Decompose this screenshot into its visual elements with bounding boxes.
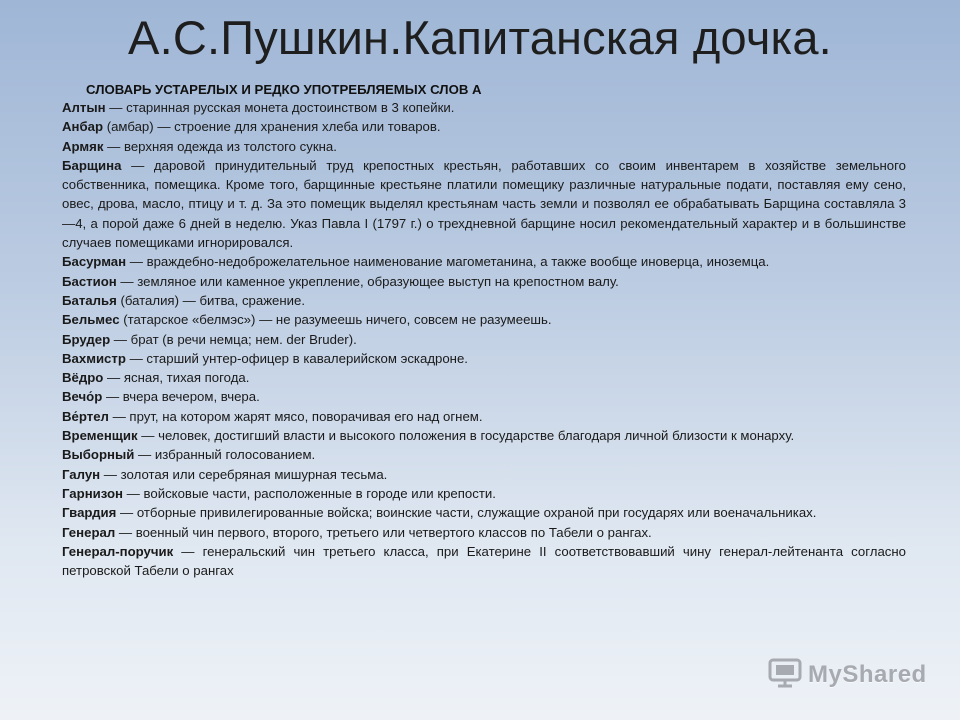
- glossary-entry-batalya: [62, 291, 906, 310]
- entry-term: Баталья: [62, 292, 117, 308]
- entry-term: Временщик: [62, 428, 138, 444]
- entry-definition: (амбар) — строение для хранения хлеба или товаров.: [103, 119, 441, 135]
- entry-term: Бельмес: [62, 312, 120, 328]
- entry-term: Ве́ртел: [62, 408, 109, 424]
- entry-term: Гвардия: [62, 505, 117, 521]
- myshared-logo: [768, 658, 927, 692]
- entry-definition: — генеральский чин третьего класса, при Екатерине II соответствовавший чину генерал-лейтенанта согласно петровской Табели о рангах: [62, 543, 906, 579]
- presentation-screen-icon: [768, 658, 802, 693]
- entry-definition: (татарское «белмэс») — не разумеешь ничего, совсем не разумеешь.: [119, 312, 552, 328]
- entry-definition: — ясная, тихая погода.: [103, 370, 250, 386]
- entry-term: Армяк: [62, 138, 104, 154]
- entry-definition: — отборные привилегированные войска; воинские части, служащие охраной при государях или военачальниках.: [116, 505, 817, 521]
- entry-definition: — военный чин первого, второго, третьего или четвертого классов по Табели о рангах.: [115, 524, 652, 540]
- entry-definition: — верхняя одежда из толстого сукна.: [103, 138, 337, 154]
- entry-definition: — прут, на котором жарят мясо, поворачивая его над огнем.: [108, 408, 483, 424]
- glossary-entry-bruder: [62, 330, 906, 349]
- entry-definition: — старший унтер-офицер в кавалерийском эскадроне.: [125, 350, 468, 366]
- entry-term: Брудер: [62, 331, 111, 347]
- glossary-entry-general: [62, 523, 906, 542]
- glossary-entry-vertel: [62, 407, 906, 426]
- glossary-entry-general-poruchik: [62, 542, 906, 581]
- entry-term: Басурман: [62, 254, 127, 270]
- entry-definition: — вчера вечером, вчера.: [102, 389, 260, 405]
- entry-term: Гарнизон: [62, 485, 124, 501]
- entry-definition: — избранный голосованием.: [134, 447, 316, 463]
- entry-definition: — даровой принудительный труд крепостных крестьян, работавших со своим инвентарем в хозяйстве земельного собственника, помещика. Кроме того, барщинные крестьяне платили помещику различные натуральные подати, поставляя ему сено, овес, дрова, масло, птицу и т. д. За это помещик выделял крестьянам часть земли и позволял ее обрабатывать Барщина составляла 3—4, а порой даже 6 дней в неделю. Указ Павла I (1797 г.) о трехдневной барщине носил рекомендательный характер и в большинстве случаев помещиками игнорировался.: [62, 157, 906, 251]
- entry-term: Галун: [62, 466, 101, 482]
- glossary-entry-vremenshchik: [62, 426, 906, 445]
- glossary-entry-basurman: [62, 252, 906, 271]
- entry-term: Барщина: [62, 157, 122, 173]
- entry-definition: — враждебно-недоброжелательное наименование магометанина, а также вообще иноверца, иноземца.: [126, 254, 770, 270]
- glossary-entry-altyn: [62, 98, 906, 117]
- glossary-entry-garnizon: [62, 484, 906, 503]
- slide-title: А.С.Пушкин.Капитанская дочка.: [128, 11, 832, 64]
- entry-term: Вечо́р: [62, 389, 103, 405]
- entry-term: Генерал-поручик: [62, 543, 174, 559]
- glossary-entry-armyak: [62, 137, 906, 156]
- entry-term: Генерал: [62, 524, 116, 540]
- entry-definition: — войсковые части, расположенные в городе или крепости.: [123, 485, 496, 501]
- glossary-entry-vakhmistr: [62, 349, 906, 368]
- entry-definition: (баталия) — битва, сражение.: [116, 292, 306, 308]
- entry-definition: — золотая или серебряная мишурная тесьма.: [100, 466, 388, 482]
- entry-definition: — старинная русская монета достоинством в 3 копейки.: [105, 100, 455, 115]
- glossary-heading: СЛОВАРЬ УСТАРЕЛЫХ И РЕДКО УПОТРЕБЛЯЕМЫХ СЛОВ А: [86, 82, 482, 97]
- entry-term: Алтын: [62, 100, 106, 115]
- entry-definition: — земляное или каменное укрепление, образующее выступ на крепостном валу.: [116, 273, 619, 289]
- glossary-entry-anbar: [62, 117, 906, 136]
- entry-definition: — брат (в речи немца; нем. der Bruder).: [110, 331, 357, 347]
- entry-definition: — человек, достигший власти и высокого положения в государстве благодаря личной близости к монарху.: [137, 428, 795, 444]
- glossary: [62, 81, 906, 580]
- logo-text: MyShared: [808, 661, 927, 688]
- glossary-entry-gvardiya: [62, 503, 906, 522]
- entry-term: Вёдро: [62, 370, 104, 386]
- glossary-entry-galun: [62, 465, 906, 484]
- glossary-entry-bastion: [62, 272, 906, 291]
- entry-term: Вахмистр: [62, 350, 126, 366]
- entry-term: Анбар: [62, 119, 104, 135]
- entry-term: Выборный: [62, 447, 135, 463]
- entry-term: Бастион: [62, 273, 117, 289]
- glossary-entry-barshchina: [62, 156, 906, 252]
- glossary-entry-vybornyy: [62, 445, 906, 464]
- glossary-entry-vedro: [62, 368, 906, 387]
- glossary-entry-belmes: [62, 310, 906, 329]
- glossary-entry-vechor: [62, 387, 906, 406]
